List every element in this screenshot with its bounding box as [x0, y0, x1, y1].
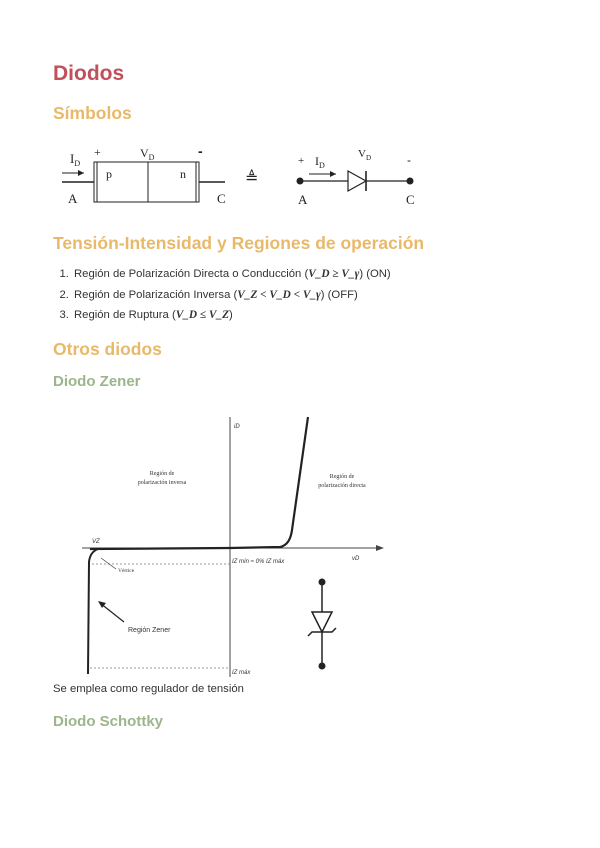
iz-min-label: IZ mín ≈ 0% IZ máx: [232, 559, 285, 565]
diode-minus-label: -: [407, 153, 411, 167]
reverse-region-label: Región de polarización inversa: [137, 471, 187, 486]
x-axis-label: vD: [352, 556, 360, 562]
p-region-label: p: [106, 167, 112, 181]
diode-current-label: $I_D$: [315, 154, 325, 170]
equivalence-symbol: ≜: [245, 170, 259, 187]
block-current-label: $I_D$: [70, 151, 81, 168]
zener-heading: Diodo Zener: [53, 373, 141, 390]
zener-symbol-triangle: [312, 612, 332, 632]
y-axis-label: iD: [234, 424, 240, 430]
forward-region-label: Región de polarización directa: [318, 474, 366, 489]
other-diodes-heading: Otros diodos: [53, 339, 162, 359]
iz-max-label: IZ máx: [232, 670, 251, 676]
zener-characteristic-graph: [80, 412, 390, 682]
list-item: 2. Región de Polarización Inversa (V_Z < V_D < V_γ) (OFF): [72, 285, 391, 306]
zener-caption: Se emplea como regulador de tensión: [53, 683, 244, 695]
block-cathode-label: C: [217, 191, 226, 206]
zener-region-label: Región Zener: [128, 627, 171, 634]
vz-label: VZ: [92, 539, 100, 545]
iv-curve: [90, 417, 308, 549]
block-plus-label: +: [94, 145, 101, 159]
diode-plus-label: +: [298, 155, 305, 167]
knee-label: Vértice: [118, 568, 135, 574]
symbols-heading: Símbolos: [53, 103, 132, 123]
diode-anode-label: A: [298, 192, 308, 207]
diode-cathode-label: C: [406, 192, 415, 207]
n-region-label: n: [180, 167, 186, 181]
list-item: 1. Región de Polarización Directa o Conducción (V_D ≥ V_γ) (ON): [72, 264, 391, 285]
zener-breakdown-curve: [88, 549, 98, 674]
page-title: Diodos: [53, 62, 125, 85]
diode-triangle: [348, 171, 366, 191]
regions-heading: Tensión-Intensidad y Regiones de operación: [53, 233, 425, 253]
list-item: 3. Región de Ruptura (V_D ≤ V_Z): [72, 305, 391, 326]
pn-junction-diagram: [60, 142, 230, 212]
block-minus-label: -: [198, 143, 203, 159]
diode-voltage-label: $V_D$: [358, 148, 372, 162]
block-anode-label: A: [68, 191, 78, 206]
diode-symbol-diagram: [292, 142, 422, 212]
block-voltage-label: $V_D$: [140, 146, 155, 162]
schottky-heading: Diodo Schottky: [53, 713, 164, 730]
regions-list: [53, 264, 391, 326]
